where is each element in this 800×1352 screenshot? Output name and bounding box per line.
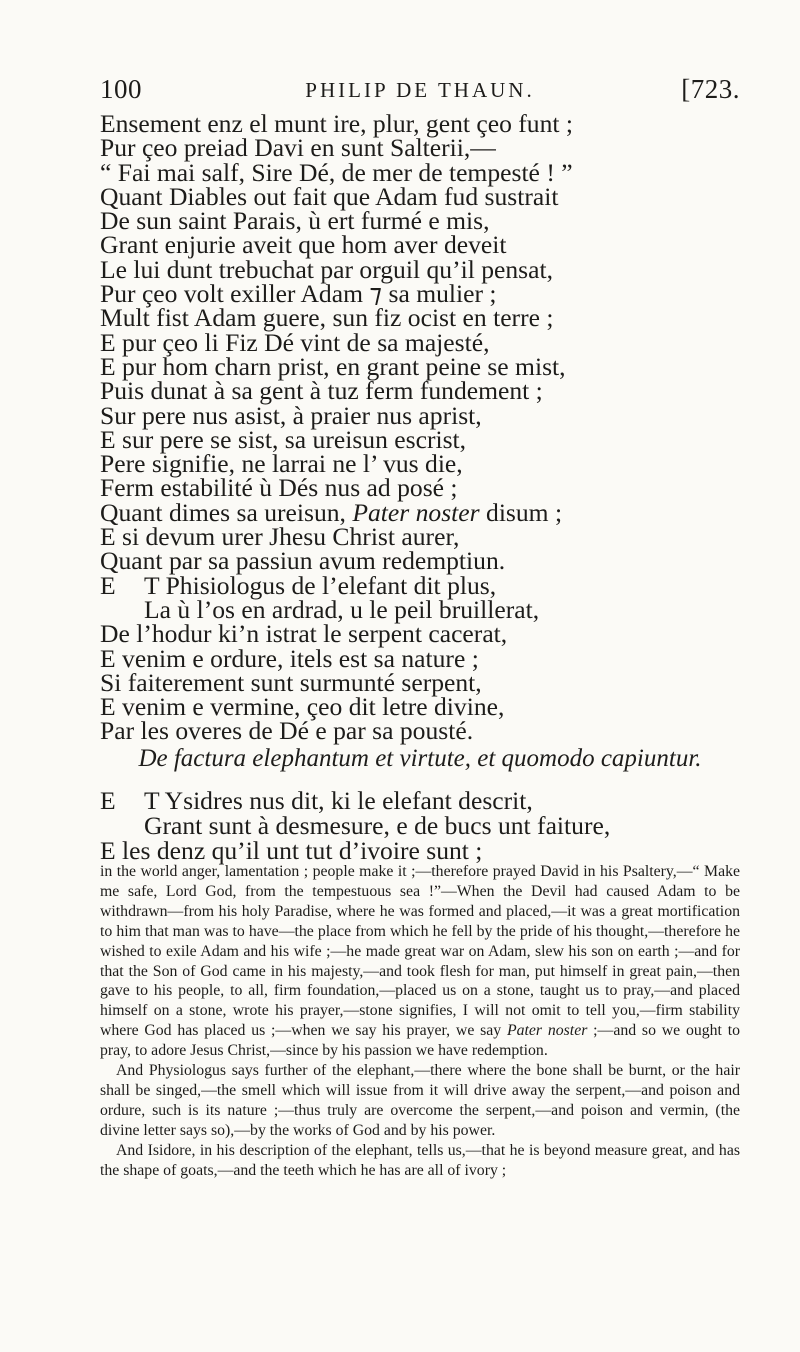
verse-line: E sur pere se sist, sa ureisun escrist, bbox=[100, 424, 467, 454]
verse-line: “ Fai mai salf, Sire Dé, de mer de tempesté ! ” bbox=[100, 157, 573, 187]
verse-line: Pur çeo preiad Davi en sunt Salterii,— bbox=[100, 133, 496, 163]
verse-line bbox=[100, 788, 740, 813]
pater-noster-italic: Pater noster bbox=[352, 497, 480, 527]
drop-cap: E bbox=[100, 786, 116, 815]
translation-paragraph: And Physiologus says further of the elephant,—there where the bone shall be burnt, or the hair shall be singed,—the smell which will issue from it will drive away the serpent,—and poison and ordure, such is its nature ;—thus truly are overcome the serpent,—and poison and vermin, (the divine letter says so),—by the works of God and by his power. bbox=[100, 1062, 740, 1139]
verse-line: Pere signifie, ne larrai ne l’ vus die, bbox=[100, 449, 463, 479]
pater-noster-italic: Pater noster bbox=[506, 1022, 588, 1040]
verse-line: De l’hodur ki’n istrat le serpent cacerat, bbox=[100, 619, 508, 649]
verse-text: disum ; bbox=[486, 497, 563, 527]
verse-line: Sur pere nus asist, à praier nus aprist, bbox=[100, 400, 482, 430]
page-number: 100 bbox=[100, 74, 142, 104]
verse-line: E les denz qu’il unt tut d’ivoire sunt ; bbox=[100, 836, 483, 865]
translation-text: in the world anger, lamentation ; people make it ;—therefore prayed David in his Psaltery,—“ Make me safe, Lord God, from the tempestuous sea !”—When the Devil had caused Adam to be withdrawn—from his holy Paradise, where he was formed and placed,—it was a great mortification to him that man was to have—the place from which he fell by the pride of his thought,—therefore he wished to exile Adam and his wife ;—he made great war on Adam, slew his son on earth ;—and for that the Son of God came in his majesty,—and took flesh for man, put himself in great pain,—then gave to his people, to all, firm foundation,—placed us on a stone, taught us to pray,—and placed himself on a stone, wrote his prayer,—stone signifies, I will not omit to tell you,—firm stability where God has placed us ;—when we say his prayer, we say bbox=[100, 863, 740, 1040]
verse-line: De sun saint Parais, ù ert furmé e mis, bbox=[100, 206, 490, 236]
verse-line: Ensement enz el munt ire, plur, gent çeo funt ; bbox=[100, 109, 574, 138]
verse-text: T Ysidres nus dit, ki le elefant descrit, bbox=[144, 786, 533, 815]
section-title: De factura elephantum et virtute, et quomodo capiuntur. bbox=[138, 745, 702, 772]
verse-text: T Phisiologus de l’elefant dit plus, bbox=[144, 570, 497, 600]
verse-block-2 bbox=[100, 788, 740, 863]
verse-line: Par les overes de Dé e par sa pousté. bbox=[100, 716, 474, 746]
verse-line: Le lui dunt trebuchat par orguil qu’il pensat, bbox=[100, 254, 553, 284]
translation-block bbox=[100, 862, 740, 1181]
line-reference: [723. bbox=[681, 74, 740, 104]
verse-line: E venim e ordure, itels est sa nature ; bbox=[100, 643, 479, 673]
verse-line: Mult fist Adam guere, sun fiz ocist en terre ; bbox=[100, 303, 554, 333]
verse-line: Quant Diables out fait que Adam fud sustrait bbox=[100, 181, 559, 211]
verse-line: Grant sunt à desmesure, e de bucs unt faiture, bbox=[144, 811, 611, 840]
verse-line: E si devum urer Jhesu Christ aurer, bbox=[100, 522, 460, 552]
verse-line: Puis dunat à sa gent à tuz ferm fundement ; bbox=[100, 376, 543, 406]
verse-line: Pur çeo volt exiller Adam ⁊ sa mulier ; bbox=[100, 279, 497, 309]
running-title: PHILIP DE THAUN. bbox=[305, 78, 535, 102]
verse-line: E venim e vermine, çeo dit letre divine, bbox=[100, 692, 505, 722]
verse-line: Grant enjurie aveit que hom aver deveit bbox=[100, 230, 507, 260]
translation-paragraph: And Isidore, in his description of the elephant, tells us,—that he is beyond measure great, and has the shape of goats,—and the teeth which he has are all of ivory ; bbox=[100, 1141, 740, 1179]
verse-block-1 bbox=[100, 109, 740, 746]
verse-line: Ferm estabilité ù Dés nus ad posé ; bbox=[100, 473, 458, 503]
verse-text: Quant dimes sa ureisun, bbox=[100, 497, 346, 527]
verse-line: E pur çeo li Fiz Dé vint de sa majesté, bbox=[100, 327, 490, 357]
verse-line: Quant par sa passiun avum redemptiun. bbox=[100, 546, 506, 576]
verse-line: La ù l’os en ardrad, u le peil bruillerat, bbox=[144, 594, 540, 624]
translation-text: ;—and so we ought to pray, to adore Jesus Christ,—since by his passion we have redemption. bbox=[100, 1022, 741, 1060]
verse-line: E pur hom charn prist, en grant peine se mist, bbox=[100, 351, 566, 381]
verse-line: Si faiterement sunt surmunté serpent, bbox=[100, 667, 482, 697]
page-header bbox=[100, 74, 740, 114]
translation-paragraph bbox=[100, 862, 740, 1061]
drop-cap: E bbox=[100, 570, 116, 600]
